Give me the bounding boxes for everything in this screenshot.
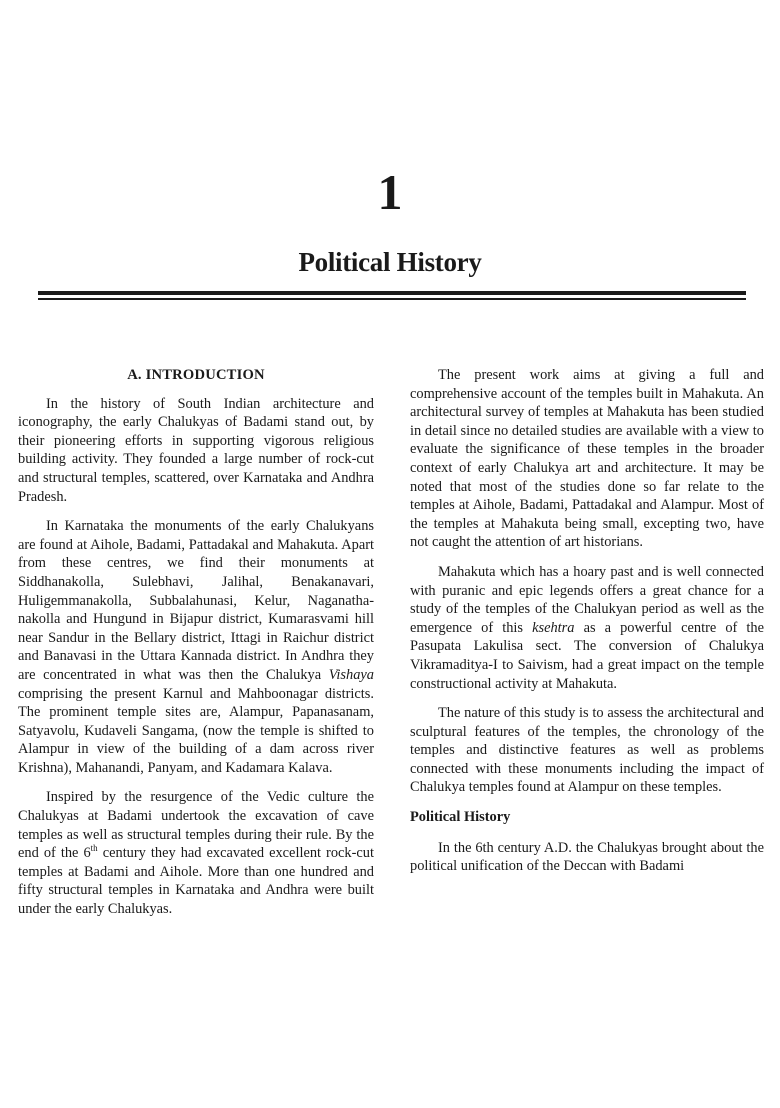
paragraph: The nature of this study is to assess the architectural and sculptural features of the temples, the chronology of the temples and distinctive features as well as problems connected with these monuments including the impact of Chalukya temples found at Alampur on these temples. [410,705,764,796]
paragraph-text: Inspired by the resurgence of the Vedic culture the Chalukyas at Badami undertook the excavation of cave temples as well as structural temples during their rule. By the end of the 6 [18,789,374,862]
paragraph: The present work aims at giving a full and comprehensive account of the temples built in Mahakuta. An architectural survey of temples at Mahakuta has been studied in detail since no detailed studies are available with a view to evaluate the significance of these temples in the broader context of early Chalukya art and architecture. It may be noted that most of the studies done so far relate to the temples at Aihole, Badami, Pattadakal and Alampur. Most of the temples at Mahakuta being small, excepting two, have not caught the attention of art historians. [410,367,764,551]
title-rule-thin [38,298,746,300]
title-rule-thick [38,291,746,295]
paragraph-text: Mahakuta which has a hoary past and is well connected with puranic and epic legends offers a great chance for a study of the temples of the Chalukyan period as well as the emergence of this [410,563,764,636]
chapter-number: 1 [377,164,403,220]
italic-term: ksehtra [532,619,575,636]
paragraph [18,788,374,918]
paragraph-text: In Karnataka the monuments of the early Chalukyans are found at Aihole, Badami, Pattadakal and Mahakuta. Apart from these centres, we find their monuments at Siddhanakolla, Sulebhavi, Jalihal, Benakanavari, Huligemmanakolla, Subbalahunasi, Kelur, Naganatha-nakolla and Hungund in Bijapur district, Kumarasvami hill near Sandur in the Bellary district, Ittagi in Raichur district and Banavasi in the Uttara Kannada district. In Andhra they are concentrated in what was then the Chalukya [18,518,374,683]
paragraph-text: century they had excavated excellent rock-cut temples at Badami and Aihole. More than one hundred and fifty structural temples in Karnataka and Andhra were built under the early Chalukyas. [18,845,374,918]
italic-term: Vishaya [328,666,374,683]
paragraph: In the 6th century A.D. the Chalukyas brought about the political unification of the Deccan with Badami [410,839,764,875]
left-column [18,366,374,930]
paragraph [18,517,374,777]
right-column [410,366,764,887]
section-heading-introduction: A. INTRODUCTION [127,367,265,383]
paragraph [410,563,764,693]
paragraph-text: comprising the present Karnul and Mahboonagar districts. The prominent temple sites are, Alampur, Papanasanam, Satyavolu, Kudaveli Sangama, (now the temple is shifted to Alampur in view of the building of a dam across river Krishna), Mahanandi, Panyam, and Kadamara Kalava. [18,685,374,776]
subheading-political-history: Political History [410,809,511,826]
chapter-title: Political History [298,247,482,277]
superscript: th [90,843,98,854]
paragraph-text: as a powerful centre of the Pasupata Lakulisa sect. The conversion of Chalukya Vikramaditya-I to Saivism, had a great impact on the temple constructional activity at Mahakuta. [410,619,765,692]
paragraph: In the history of South Indian architecture and iconography, the early Chalukyas of Badami stand out, by their pioneering efforts in supporting vigorous religious building activity. They founded a large number of rock-cut and structural temples, scattered, over Karnataka and Andhra Pradesh. [18,395,374,505]
